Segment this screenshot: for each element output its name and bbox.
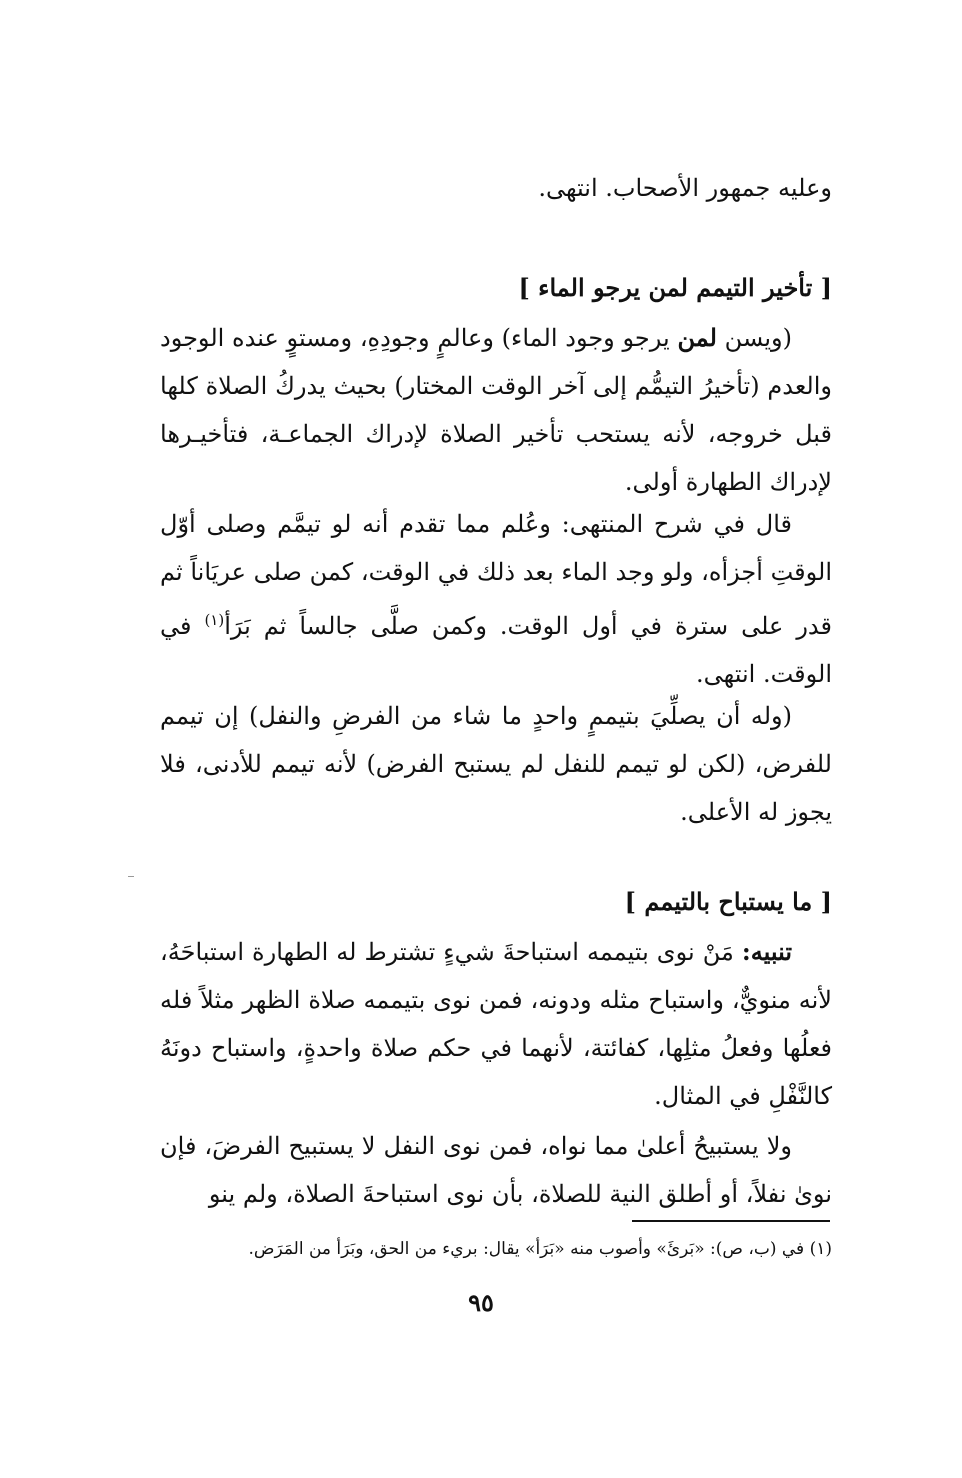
text-run: (ويسن [716, 324, 792, 352]
text-run: في الوقت. انتهى. [160, 612, 832, 688]
intro-text: وعليه جمهور الأصحاب. انتهى. [538, 174, 832, 202]
paragraph-text: ولا يستبيحُ أعلىٰ مما نواه، فمن نوى النفل لا يستبيح الفرضَ، فإن نوىٰ نفلاً، أو أطلق النية للصلاة، بأن نوى استباحةَ الصلاة، ولم ينو [160, 1132, 832, 1208]
paragraph-tanbih [160, 928, 832, 1120]
text-run: قال في شرح المنتهى: وعُلم مما تقدم أنه لو تيمَّم وصلى أوّل الوقتِ أجزأه، ولو وجد الماء بعد ذلك في الوقت، كمن صلى عريَاناً ثم قدر على سترة في أول الوقت. وكمن صلَّى جالساً ثم بَرَأ [160, 510, 832, 640]
stray-mark [128, 876, 134, 877]
section-heading-permitted [160, 882, 832, 922]
footnote-separator [632, 1220, 830, 1222]
section-heading-delay-tayammum [160, 268, 832, 308]
text-run: مَنْ نوى بتيممه استباحةَ شيءٍ تشترط له الطهارة استباحَهُ، لأنه منويٌّ، واستباح مثله ودونه، فمن نوى بتيممه صلاة الظهر مثلاً فله فعلُها وفعلُ مثلِها، كفائتة، لأنهما في حكم صلاة واحدةٍ، واستباح دونَهُ كالنَّفْلِ في المثال. [160, 938, 832, 1110]
text-run: يرجو وجود الماء) وعالمٍ وجودِهِ، ومستوٍ عنده الوجود والعدم (تأخيرُ التيمُّم إلى آخر الوقت المختار) بحيث يدركُ الصلاة كلها قبل خروجه، لأنه يستحب تأخير الصلاة لإدراك الجماعـة، فتأخيـرها لإدراك الطهارة أولى. [160, 324, 832, 496]
page-number: ٩٥ [468, 1288, 494, 1317]
paragraph-one-tayammum [160, 692, 832, 836]
paragraph-intro [160, 164, 832, 212]
footnote-reference: (١) [204, 611, 225, 629]
bold-term: لمن [677, 323, 717, 352]
heading-text: [ تأخير التيمم لمن يرجو الماء ] [518, 273, 832, 302]
paragraph-text: (وله أن يصلِّيَ بتيممٍ واحدٍ ما شاء من الفرضِ والنفل) إن تيمم للفرض، (لكن لو تيمم للنفل لم يستبح الفرض) لأنه تيمم للأدنى، فلا يجوز له الأعلى. [160, 702, 832, 826]
paragraph-sharh-muntaha [160, 500, 832, 698]
paragraph-delay-sunnah [160, 314, 832, 506]
paragraph-no-higher [160, 1122, 832, 1218]
footnote: (١) في (ب، ص): «بَرئَ» وأصوب منه «بَرَأ» يقال: بريء من الحق، وبَرَأ من المَرَض. [248, 1239, 832, 1259]
paragraph-text [160, 500, 832, 698]
bold-term: تنبيه: [741, 937, 792, 966]
heading-text: [ ما يستباح بالتيمم ] [624, 887, 832, 916]
paragraph-text [160, 928, 832, 1120]
paragraph-text [160, 314, 832, 506]
